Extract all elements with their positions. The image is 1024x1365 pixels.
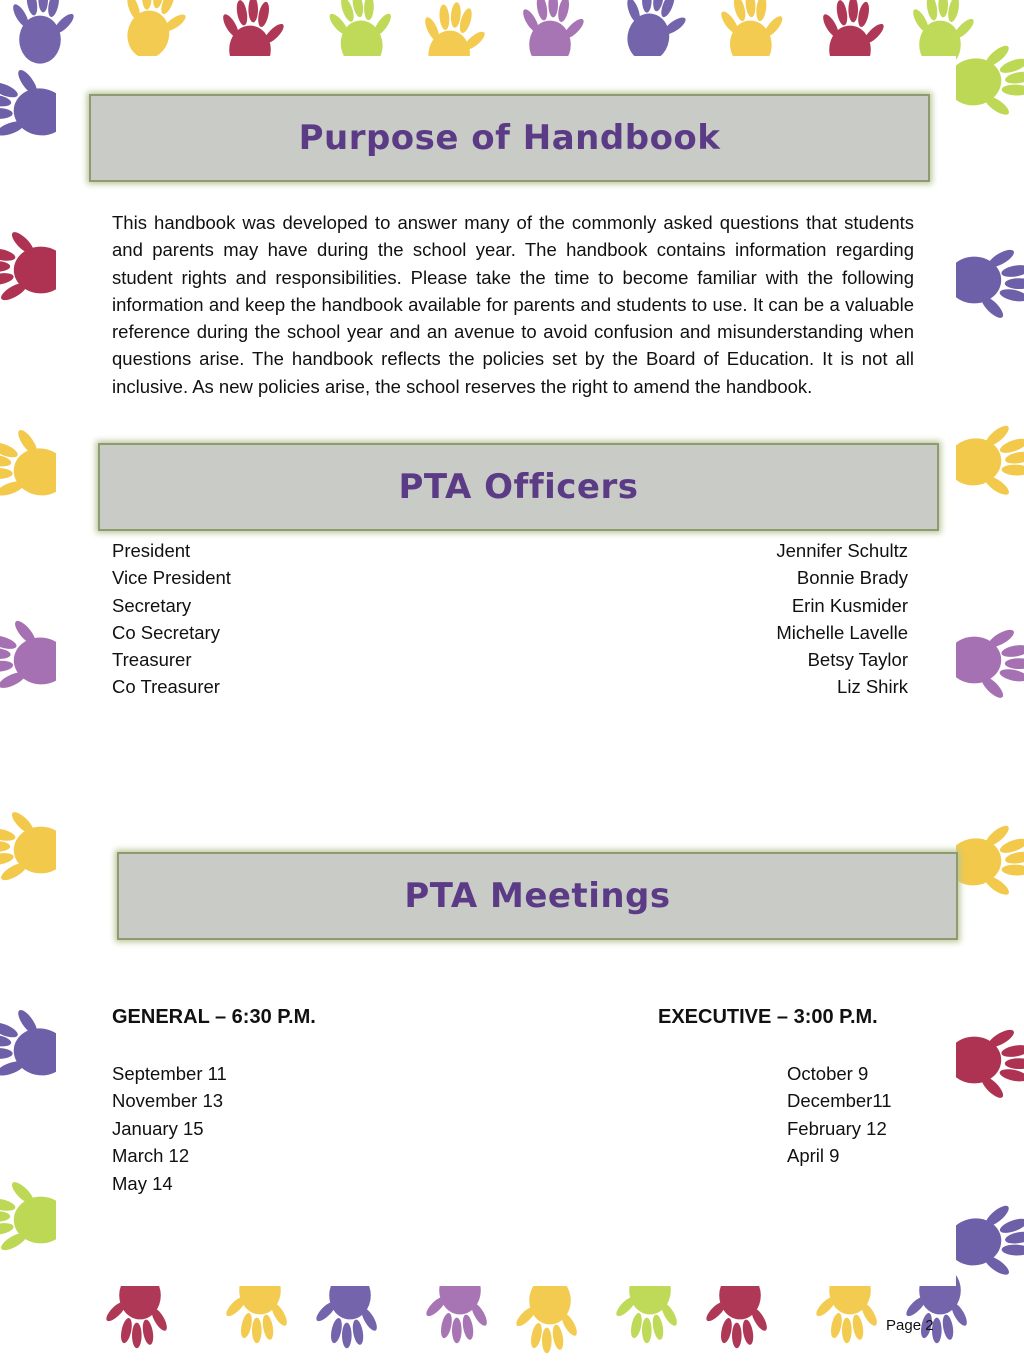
officer-role: Co Treasurer (112, 676, 220, 698)
meetings-title: PTA Meetings (404, 876, 671, 916)
officer-name: Bonnie Brady (796, 567, 908, 589)
executive-heading: EXECUTIVE – 3:00 P.M. (658, 1006, 878, 1028)
general-heading: GENERAL – 6:30 P.M. (112, 1006, 316, 1028)
date-item: November 13 (112, 1090, 224, 1112)
officer-row (112, 592, 908, 619)
handprint-icon (514, 1276, 580, 1353)
officer-name: Michelle Lavelle (776, 621, 908, 643)
handprint-icon (10, 0, 76, 64)
handprint-icon (947, 1027, 1024, 1101)
officer-role: Co Secretary (112, 621, 220, 643)
officers-banner (98, 443, 939, 531)
date-item: January 15 (112, 1117, 204, 1139)
officer-name: Liz Shirk (837, 676, 908, 698)
officer-role: Vice President (112, 567, 231, 589)
handprint-icon (947, 627, 1024, 701)
date-item: October 9 (787, 1063, 869, 1084)
date-item: September 11 (112, 1063, 227, 1084)
page-number: Page 2 (886, 1317, 934, 1334)
officers-title: PTA Officers (398, 467, 639, 507)
date-item: February 12 (787, 1117, 887, 1139)
officer-role: President (112, 540, 191, 561)
officer-row (112, 537, 908, 564)
officer-role: Treasurer (112, 649, 192, 671)
officer-role: Secretary (112, 594, 192, 616)
officers-list (112, 537, 908, 701)
handprint-icon (947, 247, 1024, 321)
officer-name: Erin Kusmider (791, 594, 908, 616)
meetings-banner (117, 852, 958, 940)
date-item: May 14 (112, 1172, 173, 1194)
purpose-title: Purpose of Handbook (298, 118, 721, 158)
officer-row (112, 673, 908, 700)
handprint-icon (115, 0, 194, 64)
date-item: April 9 (787, 1145, 840, 1167)
officer-name: Jennifer Schultz (776, 540, 908, 561)
officer-row (112, 646, 908, 673)
purpose-banner (89, 94, 930, 182)
officer-name: Betsy Taylor (807, 649, 908, 671)
date-item: December11 (787, 1090, 892, 1112)
officer-row (112, 619, 908, 646)
executive-dates (787, 1060, 892, 1170)
date-item: March 12 (112, 1145, 190, 1167)
general-dates (112, 1060, 227, 1197)
officer-row (112, 564, 908, 591)
purpose-body: This handbook was developed to answer many of the commonly asked questions that students and parents may have during the school year. The handbook contains information regarding student rights and responsibilities. Please take the time to become familiar with the following information and keep the handbook available for parents and students to use. It can be a valuable reference during the school year and an avenue to avoid confusion and misunderstanding when questions arise. The handbook reflects the policies set by the Board of Education. It is not all inclusive. As new policies arise, the school reserves the right to amend the handbook. (112, 212, 914, 397)
